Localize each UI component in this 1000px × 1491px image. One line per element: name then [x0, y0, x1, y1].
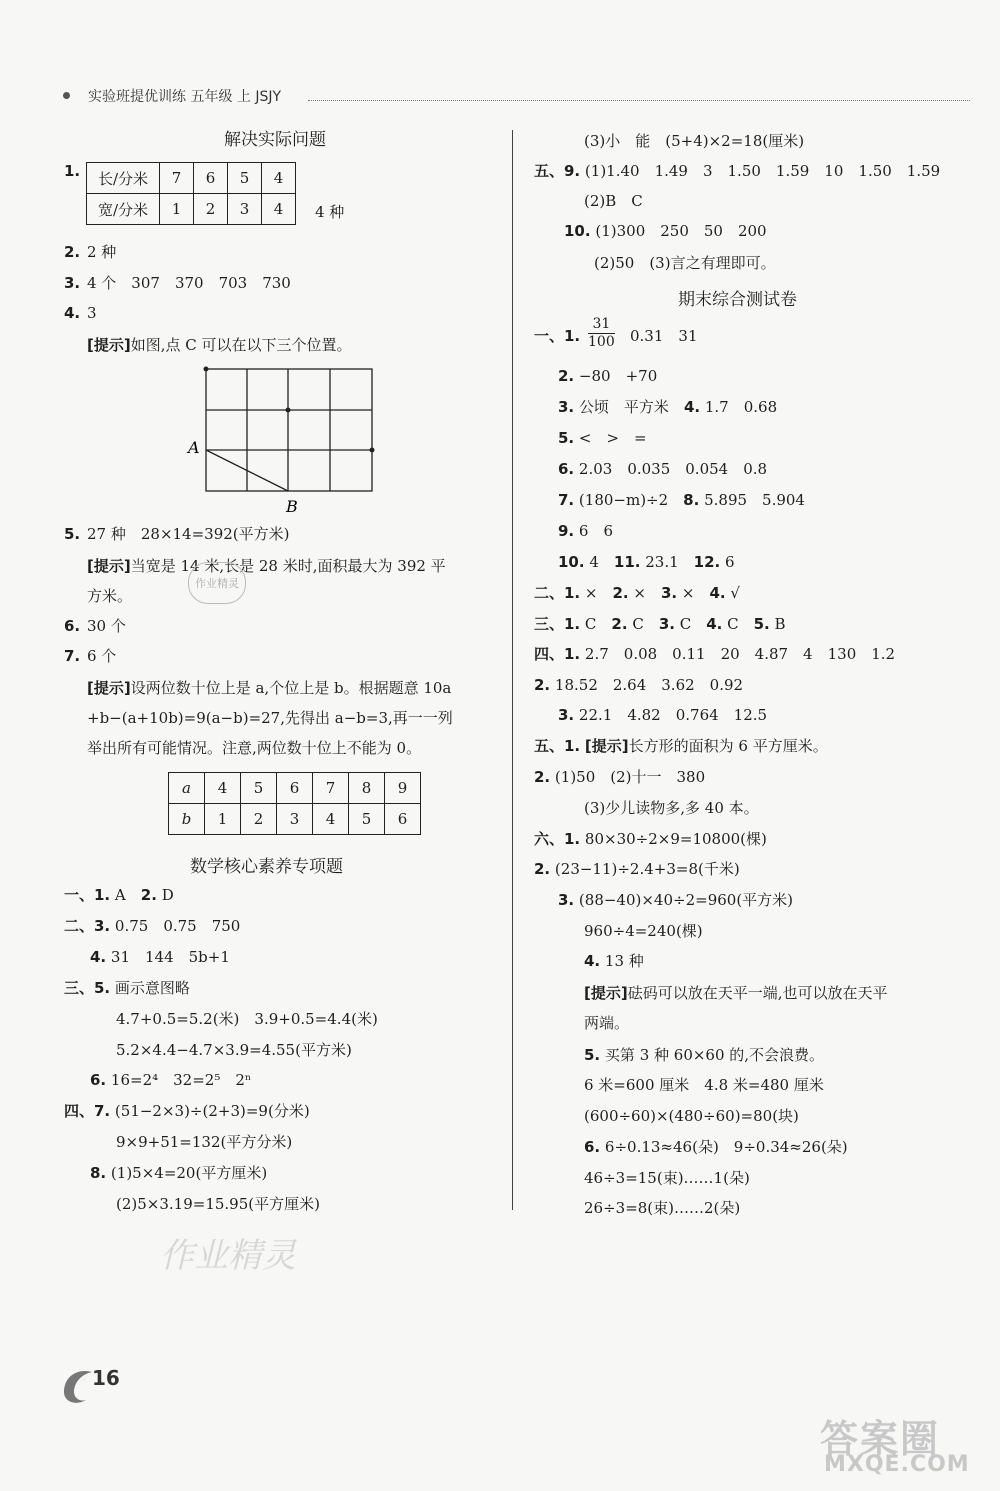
- item-text: 砝码可以放在天平一端,也可以放在天平: [627, 984, 888, 1002]
- item-number: 一、1.: [534, 327, 581, 345]
- final-test-line: [584, 797, 759, 819]
- table-cell: 5: [228, 163, 262, 194]
- item-text: (2)B C: [584, 192, 643, 210]
- q5-hint-line2: 方米。: [87, 587, 133, 605]
- item-number: 4.: [584, 952, 601, 970]
- header-bullet: [63, 92, 70, 99]
- item-number: 5.: [558, 429, 575, 447]
- item-number: 四、1.: [534, 645, 581, 663]
- item-text: ×: [584, 584, 613, 602]
- final-test-line: [558, 427, 647, 449]
- final-test-line: [584, 920, 703, 942]
- item-text: 6 6: [578, 522, 614, 540]
- item-text: (1)300 250 50 200: [595, 222, 767, 240]
- table-cell: 长/分米: [87, 163, 160, 194]
- table-cell: 宽/分米: [87, 194, 160, 225]
- point-c-2: [286, 408, 291, 413]
- final-test-line: [584, 1074, 824, 1096]
- table-row-a: [169, 773, 421, 804]
- item-number: 8.: [90, 1164, 107, 1182]
- q2-number: 2.: [64, 243, 81, 261]
- item-text: (600÷60)×(480÷60)=80(块): [584, 1107, 799, 1125]
- s2-line: [116, 1039, 352, 1061]
- table-cell: 5: [349, 804, 385, 835]
- item-text: 2.7 0.08 0.11 20 4.87 4 130 1.2: [584, 645, 896, 663]
- item-number: 10.: [564, 222, 591, 240]
- item-number: 2.: [140, 886, 157, 904]
- final-test-line: [584, 1167, 750, 1189]
- item-text: 1.7 0.68: [704, 398, 778, 416]
- q5-number: 5.: [64, 525, 81, 543]
- s2-line: [64, 1100, 310, 1122]
- item-number: 9.: [558, 522, 575, 540]
- q3-number: 3.: [64, 274, 81, 292]
- table-cell: 1: [205, 804, 241, 835]
- item-text: 4.7+0.5=5.2(米) 3.9+0.5=4.4(米): [116, 1010, 378, 1028]
- item-text: 9×9+51=132(平方分米): [116, 1133, 293, 1151]
- table-cell: 8: [349, 773, 385, 804]
- q7-hint-line2: +b−(a+10b)=9(a−b)=27,先得出 a−b=3,再一一列: [87, 709, 453, 727]
- table-row-b: [169, 804, 421, 835]
- stamp-watermark: 作业精灵: [188, 562, 246, 604]
- final-test-line: [558, 458, 767, 480]
- section-title-practical-problems: 解决实际问题: [224, 130, 326, 150]
- item-number: 6.: [90, 1071, 107, 1089]
- q1-number: 1.: [64, 162, 81, 180]
- item-text: −80 +70: [578, 367, 658, 385]
- s2-line: [64, 977, 190, 999]
- item-text: C: [632, 615, 659, 633]
- final-test-line: [584, 1044, 824, 1066]
- item-text: 画示意图略: [114, 979, 190, 997]
- item-text: 960÷4=240(棵): [584, 922, 703, 940]
- item-number: 五、1.: [534, 737, 581, 755]
- fraction-numerator: 31: [588, 316, 615, 334]
- section-title-core-literacy: 数学核心素养专项题: [190, 857, 343, 877]
- final-test-line: [584, 982, 888, 1004]
- item-text: 0.75 0.75 750: [114, 917, 241, 935]
- item-text: 18.52 2.64 3.62 0.92: [554, 676, 744, 694]
- item-text: (180−m)÷2: [578, 491, 684, 509]
- q7-number: 7.: [64, 647, 81, 665]
- final-test-line: [558, 520, 613, 542]
- item-number: 3.: [558, 398, 575, 416]
- item-number: 2.: [612, 584, 629, 602]
- final-test-line: [534, 735, 828, 757]
- q1-answer: 4 种: [315, 203, 345, 221]
- item-text: (2)5×3.19=15.95(平方厘米): [116, 1195, 320, 1213]
- item-number: 2.: [534, 676, 551, 694]
- item-text: 5.2×4.4−4.7×3.9=4.55(平方米): [116, 1041, 352, 1059]
- r-top-line: [594, 252, 776, 274]
- hint-label: [提示]: [87, 679, 131, 697]
- s2-line: [90, 1069, 251, 1091]
- final-test-line: [584, 1012, 629, 1034]
- item-number: 二、1.: [534, 584, 581, 602]
- length-width-table: [86, 162, 296, 225]
- final-test-line: [534, 674, 743, 696]
- item-text: 22.1 4.82 0.764 12.5: [578, 706, 768, 724]
- item-text: 16=2⁴ 32=2⁵ 2ⁿ: [110, 1071, 252, 1089]
- item-text: 23.1: [645, 553, 694, 571]
- header-title: 实验班提优训练 五年级 上 JSJY: [88, 89, 282, 105]
- table-cell: 4: [205, 773, 241, 804]
- s2-line: [90, 1162, 267, 1184]
- hint-text: 设两位数十位上是 a,个位上是 b。根据题意 10a: [130, 679, 452, 697]
- r-top-line: [564, 220, 767, 242]
- q4-answer: 3: [87, 304, 97, 322]
- item-number: 6.: [558, 460, 575, 478]
- final-test-line: [534, 828, 767, 850]
- hint-label: [提示]: [584, 984, 628, 1002]
- item-text: (1)1.40 1.49 3 1.50 1.59 10 1.50 1.59: [584, 162, 941, 180]
- q7-answer: 6 个: [87, 647, 117, 665]
- item-text: 6÷0.13≈46(朵) 9÷0.34≈26(朵): [604, 1138, 848, 1156]
- final-q1-rest: 0.31 31: [630, 327, 698, 345]
- item-text: 6: [725, 553, 735, 571]
- item-number: 11.: [613, 553, 641, 571]
- final-test-line: [534, 613, 786, 635]
- hint-label: [提示]: [584, 737, 629, 755]
- item-number: 2.: [534, 768, 551, 786]
- item-text: 6 米=600 厘米 4.8 米=480 厘米: [584, 1076, 824, 1094]
- table-cell: 7: [313, 773, 349, 804]
- grid-figure: [180, 360, 390, 520]
- item-number: 五、9.: [534, 162, 581, 180]
- label-a: A: [188, 438, 200, 457]
- item-number: 4.: [706, 615, 723, 633]
- table-cell: 4: [262, 194, 296, 225]
- item-text: 26÷3=8(束)……2(朵): [584, 1199, 741, 1217]
- item-text: (88−40)×40÷2=960(平方米): [578, 891, 794, 909]
- final-test-line: [558, 551, 735, 573]
- item-text: C: [727, 615, 754, 633]
- table-cell: 4: [262, 163, 296, 194]
- hint-label: [提示]: [87, 336, 131, 354]
- fraction-denominator: 100: [588, 334, 615, 350]
- item-number: 3.: [658, 615, 675, 633]
- table-cell: 3: [228, 194, 262, 225]
- item-number: 7.: [558, 491, 575, 509]
- s2-line: [116, 1193, 320, 1215]
- item-text: B: [774, 615, 786, 633]
- item-number: 三、5.: [64, 979, 111, 997]
- r-top-line: [534, 160, 940, 182]
- q7-hint-line3: 举出所有可能情况。注意,两位数十位上不能为 0。: [87, 739, 422, 757]
- q5-answer: 27 种 28×14=392(平方米): [87, 525, 290, 543]
- header-rule: [308, 100, 970, 101]
- item-text: (2)50 (3)言之有理即可。: [594, 254, 776, 272]
- item-text: 4: [589, 553, 614, 571]
- table-cell: 7: [160, 163, 194, 194]
- final-q1: [534, 325, 580, 347]
- final-test-line: [558, 889, 793, 911]
- table-cell: 5: [241, 773, 277, 804]
- final-test-line: [534, 582, 740, 604]
- table-row-length: [87, 163, 296, 194]
- corner-logo-watermark: 答案圈: [820, 1417, 941, 1461]
- item-text: (23−11)÷2.4+3=8(千米): [554, 860, 740, 878]
- s2-line: [90, 946, 230, 968]
- point-c-1: [204, 367, 209, 372]
- table-row-width: [87, 194, 296, 225]
- item-number: 3.: [661, 584, 678, 602]
- final-test-line: [558, 704, 767, 726]
- table-cell: 3: [277, 804, 313, 835]
- q2-answer: 2 种: [87, 243, 117, 261]
- item-text: √: [730, 584, 740, 602]
- item-number: 六、1.: [534, 830, 581, 848]
- final-test-line: [558, 396, 777, 418]
- item-text: (1)50 (2)十一 380: [554, 768, 706, 786]
- item-text: (1)5×4=20(平方厘米): [110, 1164, 268, 1182]
- item-text: (51−2×3)÷(2+3)=9(分米): [114, 1102, 310, 1120]
- final-test-line: [534, 858, 740, 880]
- item-text: ×: [681, 584, 710, 602]
- item-text: 80×30÷2×9=10800(棵): [584, 830, 767, 848]
- item-text: (3)小 能 (5+4)×2=18(厘米): [584, 132, 805, 150]
- item-number: 四、7.: [64, 1102, 111, 1120]
- q7-hint: [87, 677, 451, 699]
- item-number: 4.: [90, 948, 107, 966]
- hint-label: [提示]: [87, 557, 131, 575]
- table-cell: 6: [277, 773, 313, 804]
- s2-line: [64, 915, 240, 937]
- final-test-line: [584, 1197, 740, 1219]
- item-text: C: [584, 615, 612, 633]
- q4-hint: [87, 334, 352, 356]
- item-text: 2.03 0.035 0.054 0.8: [578, 460, 768, 478]
- table-cell: 2: [241, 804, 277, 835]
- table-cell: 1: [160, 194, 194, 225]
- final-test-line: [584, 1136, 848, 1158]
- r-top-line: [584, 130, 804, 152]
- item-text: (3)少儿读物多,多 40 本。: [584, 799, 759, 817]
- section-title-final-test: 期末综合测试卷: [678, 290, 797, 310]
- item-text: 公顷 平方米: [578, 398, 684, 416]
- table-cell: 6: [385, 804, 421, 835]
- item-text: 两端。: [584, 1014, 630, 1032]
- item-text: A: [114, 886, 141, 904]
- s2-line: [116, 1131, 292, 1153]
- item-text: D: [161, 886, 174, 904]
- item-number: 5.: [753, 615, 770, 633]
- ab-table: [168, 772, 421, 835]
- s2-line: [64, 884, 174, 906]
- item-text: 5.895 5.904: [704, 491, 805, 509]
- s2-line: [116, 1008, 378, 1030]
- final-test-line: [584, 1105, 799, 1127]
- item-text: 31 144 5b+1: [110, 948, 230, 966]
- item-text: 46÷3=15(束)……1(朵): [584, 1169, 750, 1187]
- item-number: 4.: [709, 584, 726, 602]
- item-number: 2.: [534, 860, 551, 878]
- item-text: 长方形的面积为 6 平方厘米。: [628, 737, 828, 755]
- q4-number: 4.: [64, 304, 81, 322]
- item-number: 8.: [683, 491, 700, 509]
- corner-url-watermark: MXQE.COM: [824, 1452, 970, 1477]
- item-text: 13 种: [604, 952, 644, 970]
- q3-answer: 4 个 307 370 703 730: [87, 274, 291, 292]
- final-test-line: [584, 950, 644, 972]
- item-number: 一、1.: [64, 886, 111, 904]
- page-number: 16: [92, 1366, 120, 1390]
- item-number: 4.: [683, 398, 701, 416]
- item-number: 6.: [584, 1138, 601, 1156]
- table-cell: b: [169, 804, 205, 835]
- final-test-line: [558, 489, 805, 511]
- item-number: 3.: [558, 891, 575, 909]
- table-cell: a: [169, 773, 205, 804]
- item-number: 二、3.: [64, 917, 111, 935]
- q5-hint: [87, 555, 446, 577]
- item-number: 5.: [584, 1046, 601, 1064]
- column-divider: [512, 130, 513, 1210]
- q6-number: 6.: [64, 617, 81, 635]
- item-text: 买第 3 种 60×60 的,不会浪费。: [604, 1046, 825, 1064]
- item-number: 三、1.: [534, 615, 581, 633]
- point-c-3: [370, 448, 375, 453]
- item-number: 2.: [611, 615, 628, 633]
- item-number: 12.: [693, 553, 721, 571]
- item-text: C: [679, 615, 707, 633]
- item-number: 10.: [558, 553, 585, 571]
- final-test-line: [558, 365, 657, 387]
- table-cell: 2: [194, 194, 228, 225]
- item-number: 3.: [558, 706, 575, 724]
- table-cell: 4: [313, 804, 349, 835]
- item-text: ×: [633, 584, 661, 602]
- final-test-line: [534, 766, 705, 788]
- q6-answer: 30 个: [87, 617, 126, 635]
- r-top-line: [584, 190, 643, 212]
- hint-text: 当宽是 14 米,长是 28 米时,面积最大为 392 平: [130, 557, 446, 575]
- final-test-line: [534, 643, 895, 665]
- table-cell: 9: [385, 773, 421, 804]
- label-b: B: [286, 497, 298, 516]
- item-text: < > =: [578, 429, 647, 447]
- fraction: [588, 316, 615, 351]
- item-number: 2.: [558, 367, 575, 385]
- table-cell: 6: [194, 163, 228, 194]
- hint-text: 如图,点 C 可以在以下三个位置。: [130, 336, 352, 354]
- bottom-left-watermark: 作业精灵: [160, 1236, 296, 1276]
